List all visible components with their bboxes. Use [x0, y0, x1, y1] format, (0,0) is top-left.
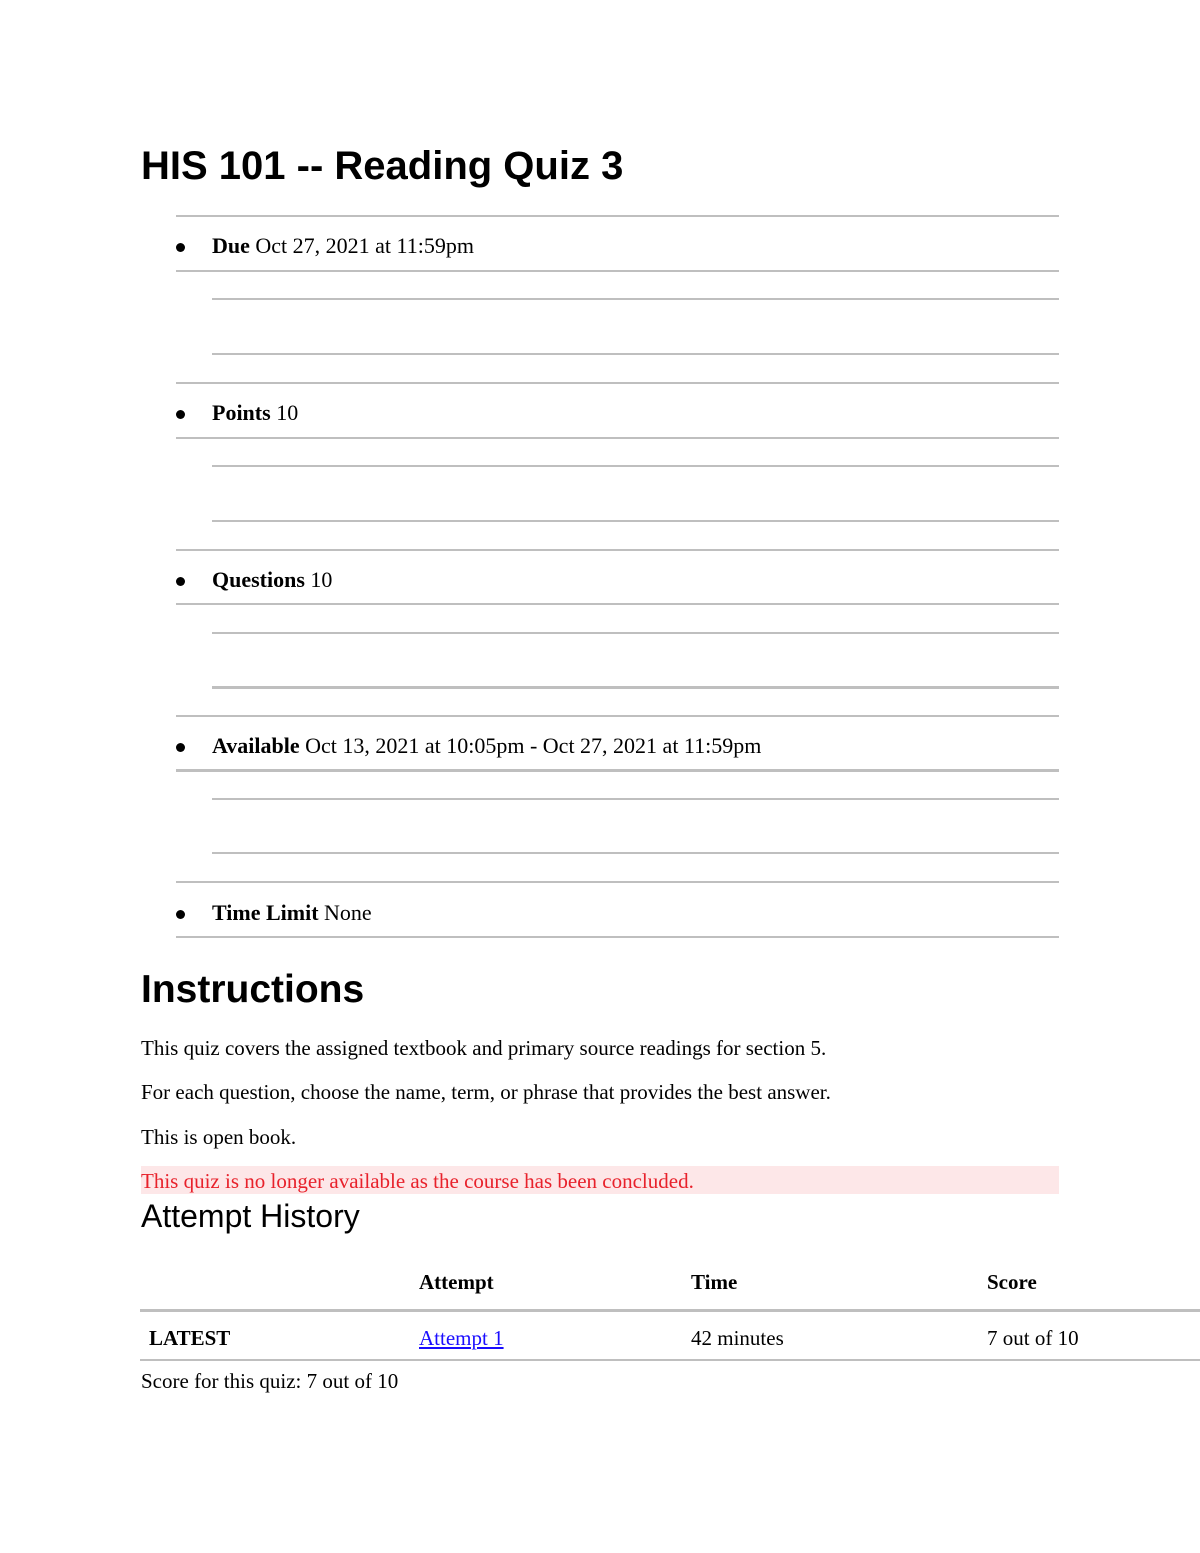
divider [212, 632, 1059, 634]
divider [212, 798, 1059, 800]
detail-label: Time Limit [212, 900, 319, 925]
divider [176, 215, 1059, 217]
detail-value: 10 [276, 400, 299, 425]
detail-value: None [324, 900, 372, 925]
column-header-attempt: Attempt [419, 1270, 494, 1294]
bullet-icon [176, 410, 185, 419]
instructions-paragraph: This is open book. [141, 1125, 297, 1149]
bullet-icon [176, 743, 185, 752]
instructions-paragraph: For each question, choose the name, term, or phrase that provides the best answer. [141, 1080, 831, 1104]
detail-label: Questions [212, 567, 305, 592]
divider [212, 520, 1059, 522]
latest-badge: LATEST [149, 1326, 231, 1350]
column-header-score: Score [987, 1270, 1037, 1294]
attempt-time: 42 minutes [691, 1326, 784, 1350]
detail-value: Oct 27, 2021 at 11:59pm [255, 233, 474, 258]
detail-label: Due [212, 233, 250, 258]
attempt-score: 7 out of 10 [987, 1326, 1079, 1350]
divider [176, 936, 1059, 938]
divider [176, 437, 1059, 439]
detail-value: 10 [310, 567, 333, 592]
column-header-time: Time [691, 1270, 738, 1294]
divider [176, 270, 1059, 272]
instructions-heading: Instructions [141, 968, 365, 1011]
divider [176, 769, 1059, 772]
bullet-icon [176, 577, 185, 586]
divider [212, 686, 1059, 689]
course-concluded-alert: This quiz is no longer available as the course has been concluded. [141, 1166, 1059, 1194]
page-title: HIS 101 -- Reading Quiz 3 [141, 144, 624, 188]
detail-value: Oct 13, 2021 at 10:05pm - Oct 27, 2021 at 11:59pm [305, 733, 762, 758]
bullet-icon [176, 243, 185, 252]
divider [176, 603, 1059, 605]
divider [176, 881, 1059, 883]
detail-label: Available [212, 733, 300, 758]
divider [212, 465, 1059, 467]
divider [176, 549, 1059, 551]
divider [212, 353, 1059, 355]
divider [176, 715, 1059, 717]
table-header-divider [140, 1309, 1200, 1312]
attempt-link[interactable]: Attempt 1 [419, 1326, 504, 1350]
divider [212, 298, 1059, 300]
quiz-score-summary: Score for this quiz: 7 out of 10 [141, 1369, 399, 1393]
instructions-paragraph: This quiz covers the assigned textbook and primary source readings for section 5. [141, 1036, 827, 1060]
attempt-history-heading: Attempt History [141, 1198, 360, 1234]
divider [176, 382, 1059, 384]
bullet-icon [176, 910, 185, 919]
detail-label: Points [212, 400, 271, 425]
divider [212, 852, 1059, 854]
table-row-divider [140, 1359, 1200, 1361]
